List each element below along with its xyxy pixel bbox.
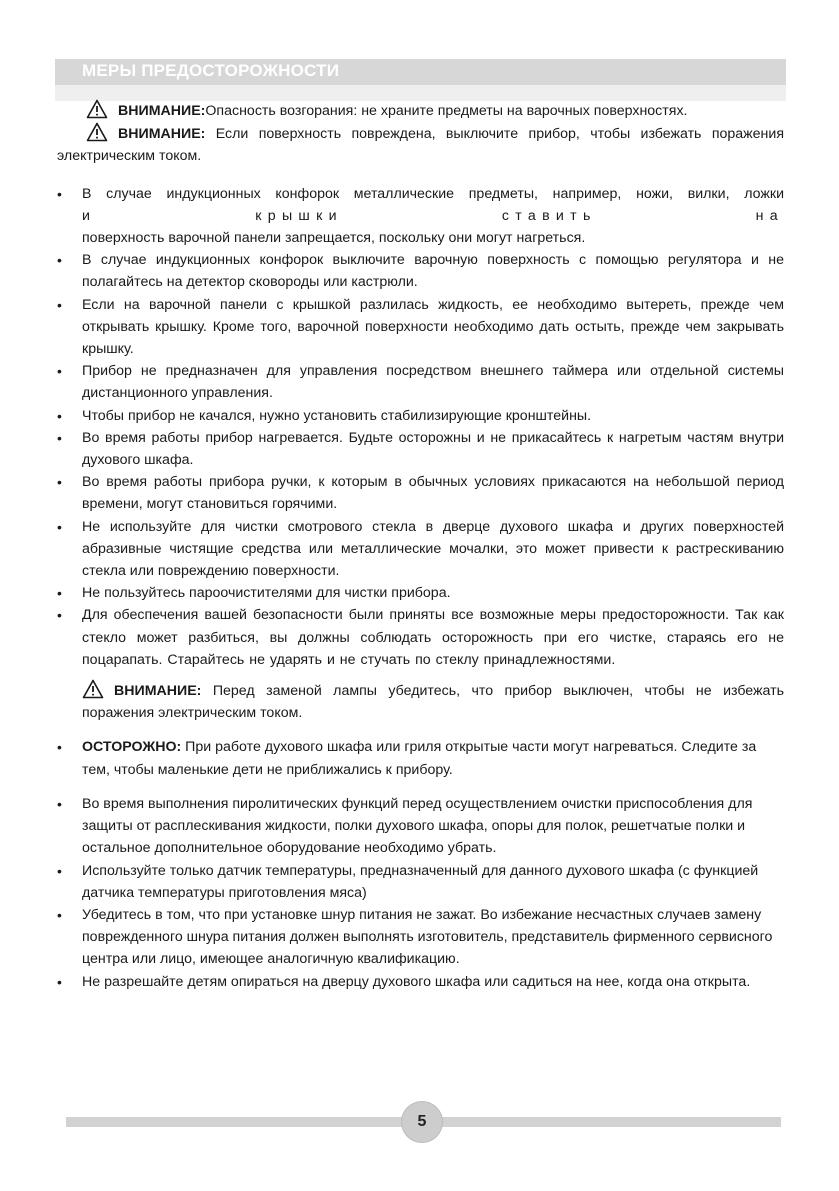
list-item: • Для обеспечения вашей безопасности были приняты все возможные меры предосторожности. Так как стекло может разбиться, вы должны соблюдать осторожность при его чистке, стараясь его не поцарапать. Старайтесь не ударять и не стучать по стеклу принадлежностями.: [57, 604, 784, 671]
page-content: [57, 99, 784, 993]
warning-label: ВНИМАНИЕ:: [118, 103, 206, 119]
warning-damaged-surface: [57, 122, 784, 167]
list-item: • Используйте только датчик температуры, предназначенный для данного духового шкафа (с функцией датчика температуры приготовления мяса): [57, 860, 784, 904]
oven-precautions-list: [57, 793, 784, 993]
list-item-line: поверхность варочной панели запрещается, поскольку они могут нагреться.: [82, 230, 586, 247]
warning-lamp-replacement: [57, 679, 784, 724]
list-item: • Если на варочной панели с крышкой разлилась жидкость, ее необходимо вытереть, прежде чем открывать крышку. Кроме того, варочной поверхности необходимо дать остыть, прежде чем закрывать крышку.: [57, 294, 784, 361]
list-item-line: • В случае индукционных конфорок металлические предметы, например, ножи, вилки, ложки: [82, 185, 784, 202]
caution-text: При работе духового шкафа или гриля открытые части могут нагреваться. Следите за тем, чтобы маленькие дети не приближались к прибору.: [82, 739, 757, 778]
list-item: • Во время выполнения пиролитических функций перед осуществлением очистки приспособления для защиты от расплескивания жидкости, полки духового шкафа, опоры для полок, решетчатые полки и остальное дополнительное оборудование необходимо убрать.: [57, 793, 784, 860]
list-item: • В случае индукционных конфорок выключите варочную поверхность с помощью регулятора и не полагайтесь на детектор сковороды или кастрюли.: [57, 249, 784, 293]
warning-text: Перед заменой лампы убедитесь, что прибор выключен, чтобы не избежать поражения электрическим током.: [82, 683, 784, 722]
warning-text: Опасность возгорания: не храните предметы на варочных поверхностях.: [205, 103, 688, 119]
list-item: • Во время работы прибор нагревается. Будьте осторожны и не прикасайтесь к нагретым частям внутри духового шкафа.: [57, 427, 784, 471]
list-item: • Во время работы прибора ручки, к которым в обычных условиях прикасаются на небольшой период времени, могут становиться горячими.: [57, 471, 784, 515]
warning-text: Если поверхность повреждена, выключите прибор, чтобы избежать поражения электрическим током.: [57, 126, 784, 165]
list-item: • Чтобы прибор не качался, нужно установить стабилизирующие кронштейны.: [57, 405, 784, 427]
section-header-bar: [55, 59, 786, 85]
warning-triangle-icon: [86, 122, 108, 142]
precautions-list: [57, 183, 784, 671]
list-item: • Убедитесь в том, что при установке шнур питания не зажат. Во избежание несчастных случаев замену поврежденного шнура питания должен выполнять изготовитель, представитель фирменного сервисного центра или лицо, имеющее аналогичную квалификацию.: [57, 904, 784, 971]
warning-triangle-icon: [86, 99, 108, 119]
list-item: [57, 183, 784, 250]
list-item: • Прибор не предназначен для управления посредством внешнего таймера или отдельной системы дистанционного управления.: [57, 360, 784, 404]
warning-fire: [57, 99, 784, 122]
list-item: [57, 736, 784, 780]
warning-label: ВНИМАНИЕ:: [114, 683, 202, 700]
list-item: • Не используйте для чистки смотрового стекла в дверце духового шкафа и других поверхностей абразивные чистящие средства или металлические мочалки, это может привести к растрескиванию стекла или повреждению поверхности.: [57, 516, 784, 583]
caution-list: [57, 736, 784, 780]
section-title: МЕРЫ ПРЕДОСТОРОЖНОСТИ: [82, 61, 340, 80]
list-item: • Не разрешайте детям опираться на дверцу духового шкафа или садиться на нее, когда она открыта.: [57, 971, 784, 993]
caution-label: ОСТОРОЖНО:: [82, 739, 182, 756]
page-number: 5: [401, 1101, 443, 1143]
warning-label: ВНИМАНИЕ:: [118, 126, 206, 143]
warning-triangle-icon: [82, 679, 104, 699]
list-item: • Не пользуйтесь пароочистителями для чистки прибора.: [57, 582, 784, 604]
list-item-line: и крышки ставить на: [82, 207, 784, 224]
